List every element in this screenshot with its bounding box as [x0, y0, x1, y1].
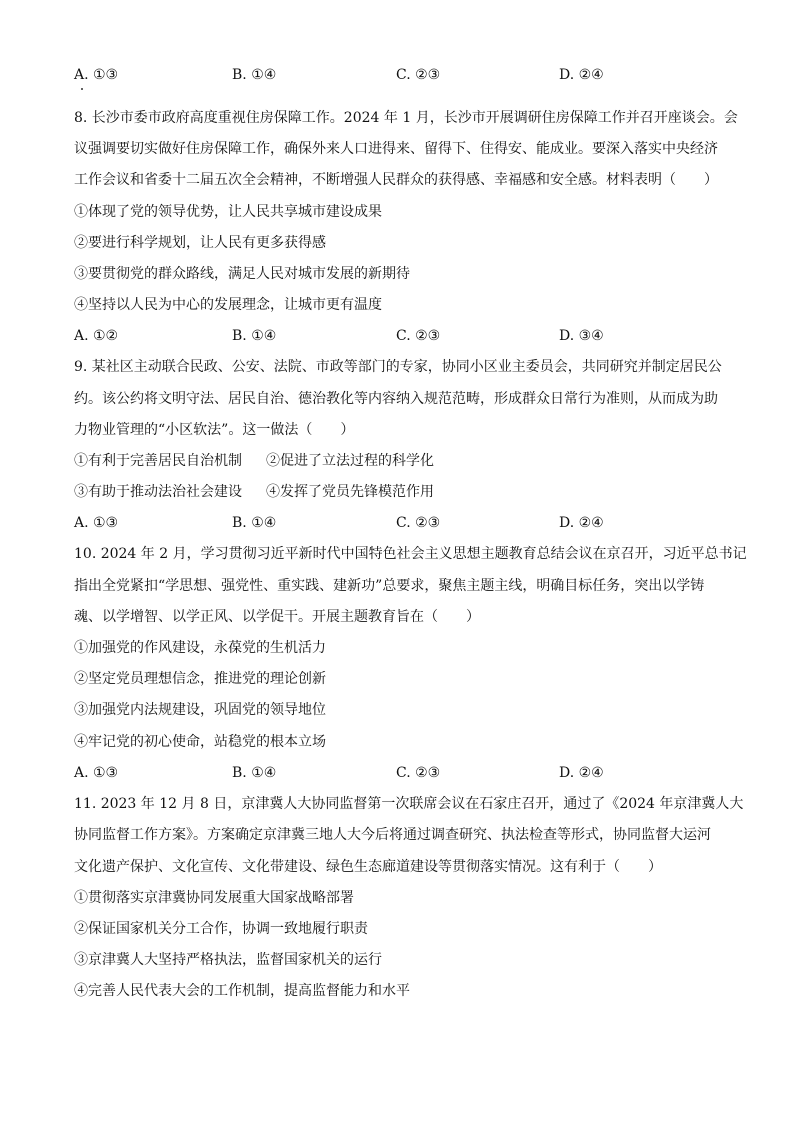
q9-item-1: ①有利于完善居民自治机制 — [74, 453, 242, 469]
stray-dot — [81, 88, 83, 90]
q9-option-a: A. ①③ — [74, 515, 119, 531]
q7-option-b: B. ①④ — [232, 67, 277, 83]
q9-stem-line-3: 力物业管理的“小区软法”。这一做法（ ） — [74, 422, 355, 438]
q9-option-c: C. ②③ — [396, 515, 441, 531]
q8-item-4: ④坚持以人民为中心的发展理念，让城市更有温度 — [74, 297, 382, 313]
q10-item-1: ①加强党的作风建设，永葆党的生机活力 — [74, 640, 326, 656]
q8-option-c: C. ②③ — [396, 328, 441, 344]
q10-stem-line-3: 魂、以学增智、以学正风、以学促干。开展主题教育旨在（ ） — [74, 609, 480, 625]
q11-stem-line-1: 11. 2023 年 12 月 8 日，京津冀人大协同监督第一次联席会议在石家庄召开，通过了《2024 年京津冀人大 — [74, 796, 744, 812]
q9-option-b: B. ①④ — [232, 515, 277, 531]
q10-option-d: D. ②④ — [559, 765, 604, 781]
q8-item-1: ①体现了党的领导优势，让人民共享城市建设成果 — [74, 204, 382, 220]
q7-option-a: A. ①③ — [74, 67, 119, 83]
q9-option-d: D. ②④ — [559, 515, 604, 531]
q9-items-row-2 — [74, 482, 734, 502]
q8-option-b: B. ①④ — [232, 328, 277, 344]
q8-item-3: ③要贯彻党的群众路线，满足人民对城市发展的新期待 — [74, 266, 410, 282]
q11-stem-line-3: 文化遗产保护、文化宣传、文化带建设、绿色生态廊道建设等贯彻落实情况。这有利于（ ） — [74, 859, 662, 875]
q9-items-row-1 — [74, 451, 734, 471]
q11-item-4: ④完善人民代表大会的工作机制，提高监督能力和水平 — [74, 983, 410, 999]
q10-item-2: ②坚定党员理想信念，推进党的理论创新 — [74, 671, 326, 687]
q7-option-d: D. ②④ — [559, 67, 604, 83]
q10-option-a: A. ①③ — [74, 765, 119, 781]
q9-stem-line-2: 约。该公约将文明守法、居民自治、德治教化等内容纳入规范范畴，形成群众日常行为准则，从而成为助 — [74, 391, 718, 407]
q9-stem-line-1: 9. 某社区主动联合民政、公安、法院、市政等部门的专家，协同小区业主委员会，共同研究并制定居民公 — [74, 359, 722, 375]
q8-option-d: D. ③④ — [559, 328, 604, 344]
q7-options — [74, 65, 734, 85]
q10-item-4: ④牢记党的初心使命，站稳党的根本立场 — [74, 734, 326, 750]
q9-item-2: ②促进了立法过程的科学化 — [266, 453, 434, 469]
q10-option-b: B. ①④ — [232, 765, 277, 781]
q10-stem-line-1: 10. 2024 年 2 月，学习贯彻习近平新时代中国特色社会主义思想主题教育总结会议在京召开，习近平总书记 — [74, 546, 747, 562]
q7-option-c: C. ②③ — [396, 67, 441, 83]
q11-item-1: ①贯彻落实京津冀协同发展重大国家战略部署 — [74, 890, 354, 906]
q8-item-2: ②要进行科学规划，让人民有更多获得感 — [74, 235, 326, 251]
q10-option-c: C. ②③ — [396, 765, 441, 781]
q9-options — [74, 513, 734, 533]
q11-item-2: ②保证国家机关分工合作，协调一致地履行职责 — [74, 921, 368, 937]
q8-stem-line-1: 8. 长沙市委市政府高度重视住房保障工作。2024 年 1 月，长沙市开展调研住房保障工作并召开座谈会。会 — [74, 110, 738, 126]
q10-item-3: ③加强党内法规建设，巩固党的领导地位 — [74, 702, 326, 718]
q11-item-3: ③京津冀人大坚持严格执法，监督国家机关的运行 — [74, 952, 382, 968]
q9-item-3: ③有助于推动法治社会建设 — [74, 484, 242, 500]
q8-stem-line-3: 工作会议和省委十二届五次全会精神，不断增强人民群众的获得感、幸福感和安全感。材料表明（ ） — [74, 172, 718, 188]
q8-stem-line-2: 议强调要切实做好住房保障工作，确保外来人口进得来、留得下、住得安、能成业。要深入落实中央经济 — [74, 141, 718, 157]
q10-stem-line-2: 指出全党紧扣“学思想、强党性、重实践、建新功”总要求，聚焦主题主线，明确目标任务，突出以学铸 — [74, 578, 705, 594]
q8-option-a: A. ①② — [74, 328, 119, 344]
q11-stem-line-2: 协同监督工作方案》。方案确定京津冀三地人大今后将通过调查研究、执法检查等形式，协同监督大运河 — [74, 827, 711, 843]
q9-item-4: ④发挥了党员先锋模范作用 — [266, 484, 434, 500]
q8-options — [74, 326, 734, 346]
q10-options — [74, 763, 734, 783]
